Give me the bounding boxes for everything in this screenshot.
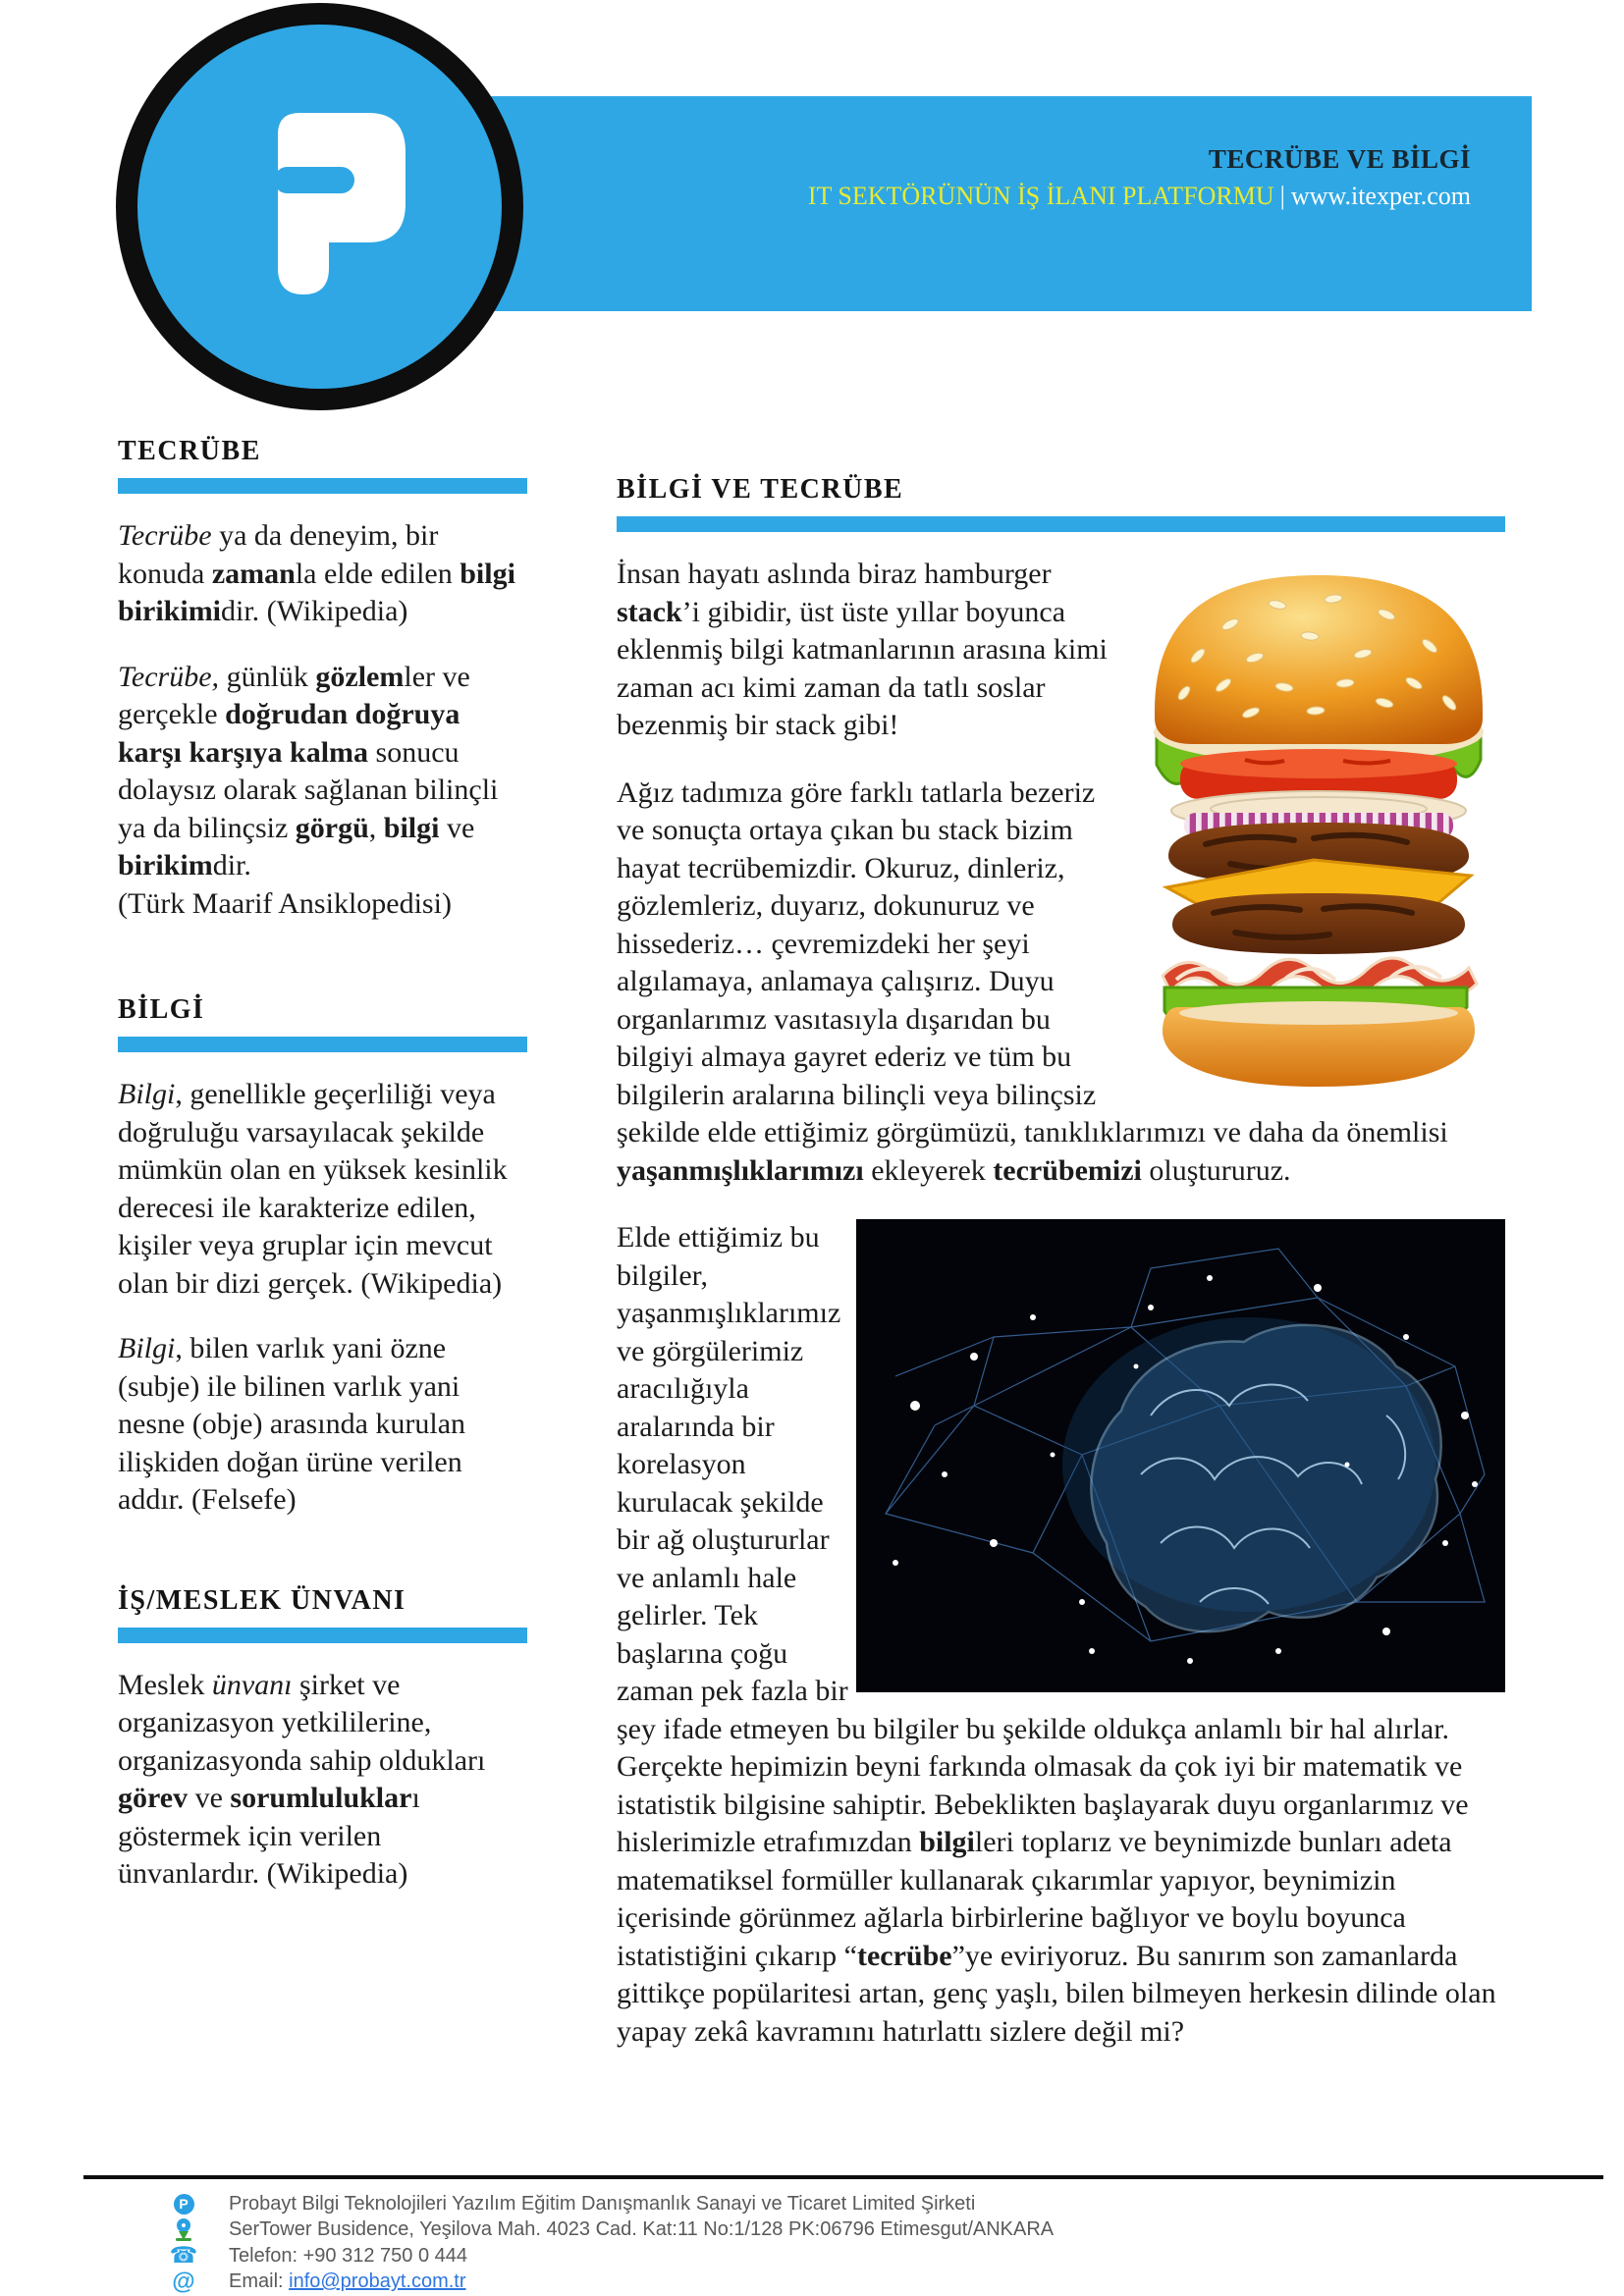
header-banner <box>491 96 1532 311</box>
section-tecrube <box>118 437 527 923</box>
footer <box>169 2191 1055 2295</box>
bilgi-definition-felsefe: Bilgi, bilen varlık yani özne (subje) ile bilinen varlık yani nesne (obje) arasında kurulan ilişkiden doğan ürüne verilen addır. (Felsefe) <box>118 1332 466 1516</box>
meslek-unvani-definition: Meslek ünvanı şirket ve organizasyon yetkililerine, organizasyonda sahip oldukları görev ve sorumlulukları göstermek için verilen ünvanlardır. (Wikipedia) <box>118 1668 486 1890</box>
tecrube-definition-ansiklopedi: Tecrübe, günlük gözlemler ve gerçekle doğrudan doğruya karşı karşıya kalma sonucu dolaysız olarak sağlanan bilinçli ya da bilinçsiz görgü, bilgi ve birikimdir. (Türk Maarif Ansiklopedisi) <box>118 660 499 920</box>
tecrube-definition-wikipedia: Tecrübe ya da deneyim, bir konuda zamanla elde edilen bilgi birikimidir. (Wikipedia) <box>118 519 515 627</box>
section-title-bilgi: BİLGİ <box>118 994 205 1025</box>
section-title-tecrube: TECRÜBE <box>118 436 261 466</box>
phone-number: Telefon: +90 312 750 0 444 <box>229 2244 467 2267</box>
at-icon: @ <box>172 2268 195 2295</box>
newsletter-subtitle <box>491 178 1471 214</box>
phone-icon: ☎ <box>169 2242 198 2269</box>
knowledge-network-paragraph <box>617 1219 1505 2051</box>
heading-underline-bar <box>118 1628 527 1643</box>
footer-company-row <box>172 2191 1054 2217</box>
hamburger-stack-image <box>1137 556 1505 1105</box>
heading-underline-bar <box>118 478 527 494</box>
section-title-bilgi-ve-tecrube: BİLGİ VE TECRÜBE <box>617 474 904 505</box>
email-link[interactable]: info@probayt.com.tr <box>289 2270 466 2293</box>
platform-tagline: IT SEKTÖRÜNÜN İŞ İLANI PLATFORMU <box>807 182 1274 210</box>
hamburger-metaphor-paragraph: İnsan hayatı aslında biraz hamburger stack’i gibidir, üst üste yıllar boyunca eklenmiş bilgi katmanlarının arasına kimi zaman acı kimi zaman da tatlı soslar bezenmiş bir stack gibi! <box>617 558 1108 741</box>
website-url: www.itexper.com <box>1290 182 1471 210</box>
subtitle-separator: | <box>1279 182 1285 210</box>
company-address: SerTower Busidence, Yeşilova Mah. 4023 Cad. Kat:11 No:1/128 PK:06796 Etimesgut/ANKARA <box>229 2218 1055 2241</box>
right-column <box>617 475 1505 2051</box>
footer-divider <box>83 2175 1603 2179</box>
section-bilgi <box>118 995 527 1520</box>
newsletter-title: TECRÜBE VE BİLGİ <box>1208 144 1471 174</box>
footer-address-row <box>172 2217 1054 2244</box>
probayt-logo-icon: P <box>172 2192 195 2216</box>
knowledge-network-text: Elde ettiğimiz bu bilgiler, yaşanmışlıklarımız ve görgülerimiz aracılığıyla aralarında bir korelasyon kurulacak şekilde bir ağ oluştururlar ve anlamlı hale gelirler. Tek başlarına çoğu zaman pek fazla bir şey ifade etmeyen bu bilgiler bu şekilde oldukça anlamlı bir hal alırlar. Gerçekte hepimizin beyni farkında olmasak da çok iyi bir matematik ve istatistik bilgisine sahiptir. Bebeklikten başlayarak duyu organlarımız ve hislerimizle etrafımızdan bilgileri toplarız ve beynimizde bunları adeta matematiksel formüller kullanarak çıkarımlar yapıyor, beynimizin içerisinde görünmez ağlarla birbirlerine bağlıyor ve boylu boyunca istatistiğini çıkarıp “tecrübe”ye eviriyoruz. Bu sanırım son zamanlarda gittikçe popülaritesi artan, genç yaşlı, bilen bilmeyen herkesin dilinde olan yapay zekâ kavramını hatırlattı sizlere değil mi? <box>617 1221 1496 2048</box>
footer-phone-row <box>169 2242 1054 2269</box>
bilgi-definition-wikipedia: Bilgi, genellikle geçerliliği veya doğruluğu varsayılacak şekilde mümkün olan en yüksek kesinlik derecesi ile karakterize edilen, kişiler veya gruplar için mevcut olan bir dizi gerçek. (Wikipedia) <box>118 1078 508 1300</box>
heading-underline-bar <box>118 1037 527 1052</box>
heading-underline-bar <box>617 516 1505 532</box>
section-meslek-unvani <box>118 1586 527 1894</box>
location-pin-icon <box>172 2218 195 2242</box>
section-title-meslek-unvani: İŞ/MESLEK ÜNVANI <box>118 1584 406 1616</box>
brain-network-image <box>856 1219 1505 1692</box>
logo-p-glyph <box>278 113 406 294</box>
left-column <box>118 437 527 1921</box>
probayt-logo <box>116 3 523 410</box>
email-label: Email: info@probayt.com.tr <box>229 2270 466 2293</box>
experience-stack-paragraph: Ağız tadımıza göre farklı tatlarla bezeriz ve sonuçta ortaya çıkan bu stack bizim hayat tecrübemizdir. Okuruz, dinleriz, gözlemleriz, duyarız, dokunuruz ve hissederiz… çevremizdeki her şeyi algılamaya, anlamaya çalışırız. Duyu organlarımız vasıtasıyla dışarıdan bu bilgiyi almaya gayret ederiz ve tüm bu bilgilerin aralarına bilinçli veya bilinçsiz şekilde elde ettiğimiz görgümüzü, tanıklıklarımızı ve daha da önemlisi yaşanmışlıklarımızı ekleyerek tecrübemizi oluştururuz. <box>617 775 1448 1187</box>
footer-email-row <box>172 2269 1054 2296</box>
company-name: Probayt Bilgi Teknolojileri Yazılım Eğitim Danışmanlık Sanayi ve Ticaret Limited Şirketi <box>229 2192 976 2215</box>
